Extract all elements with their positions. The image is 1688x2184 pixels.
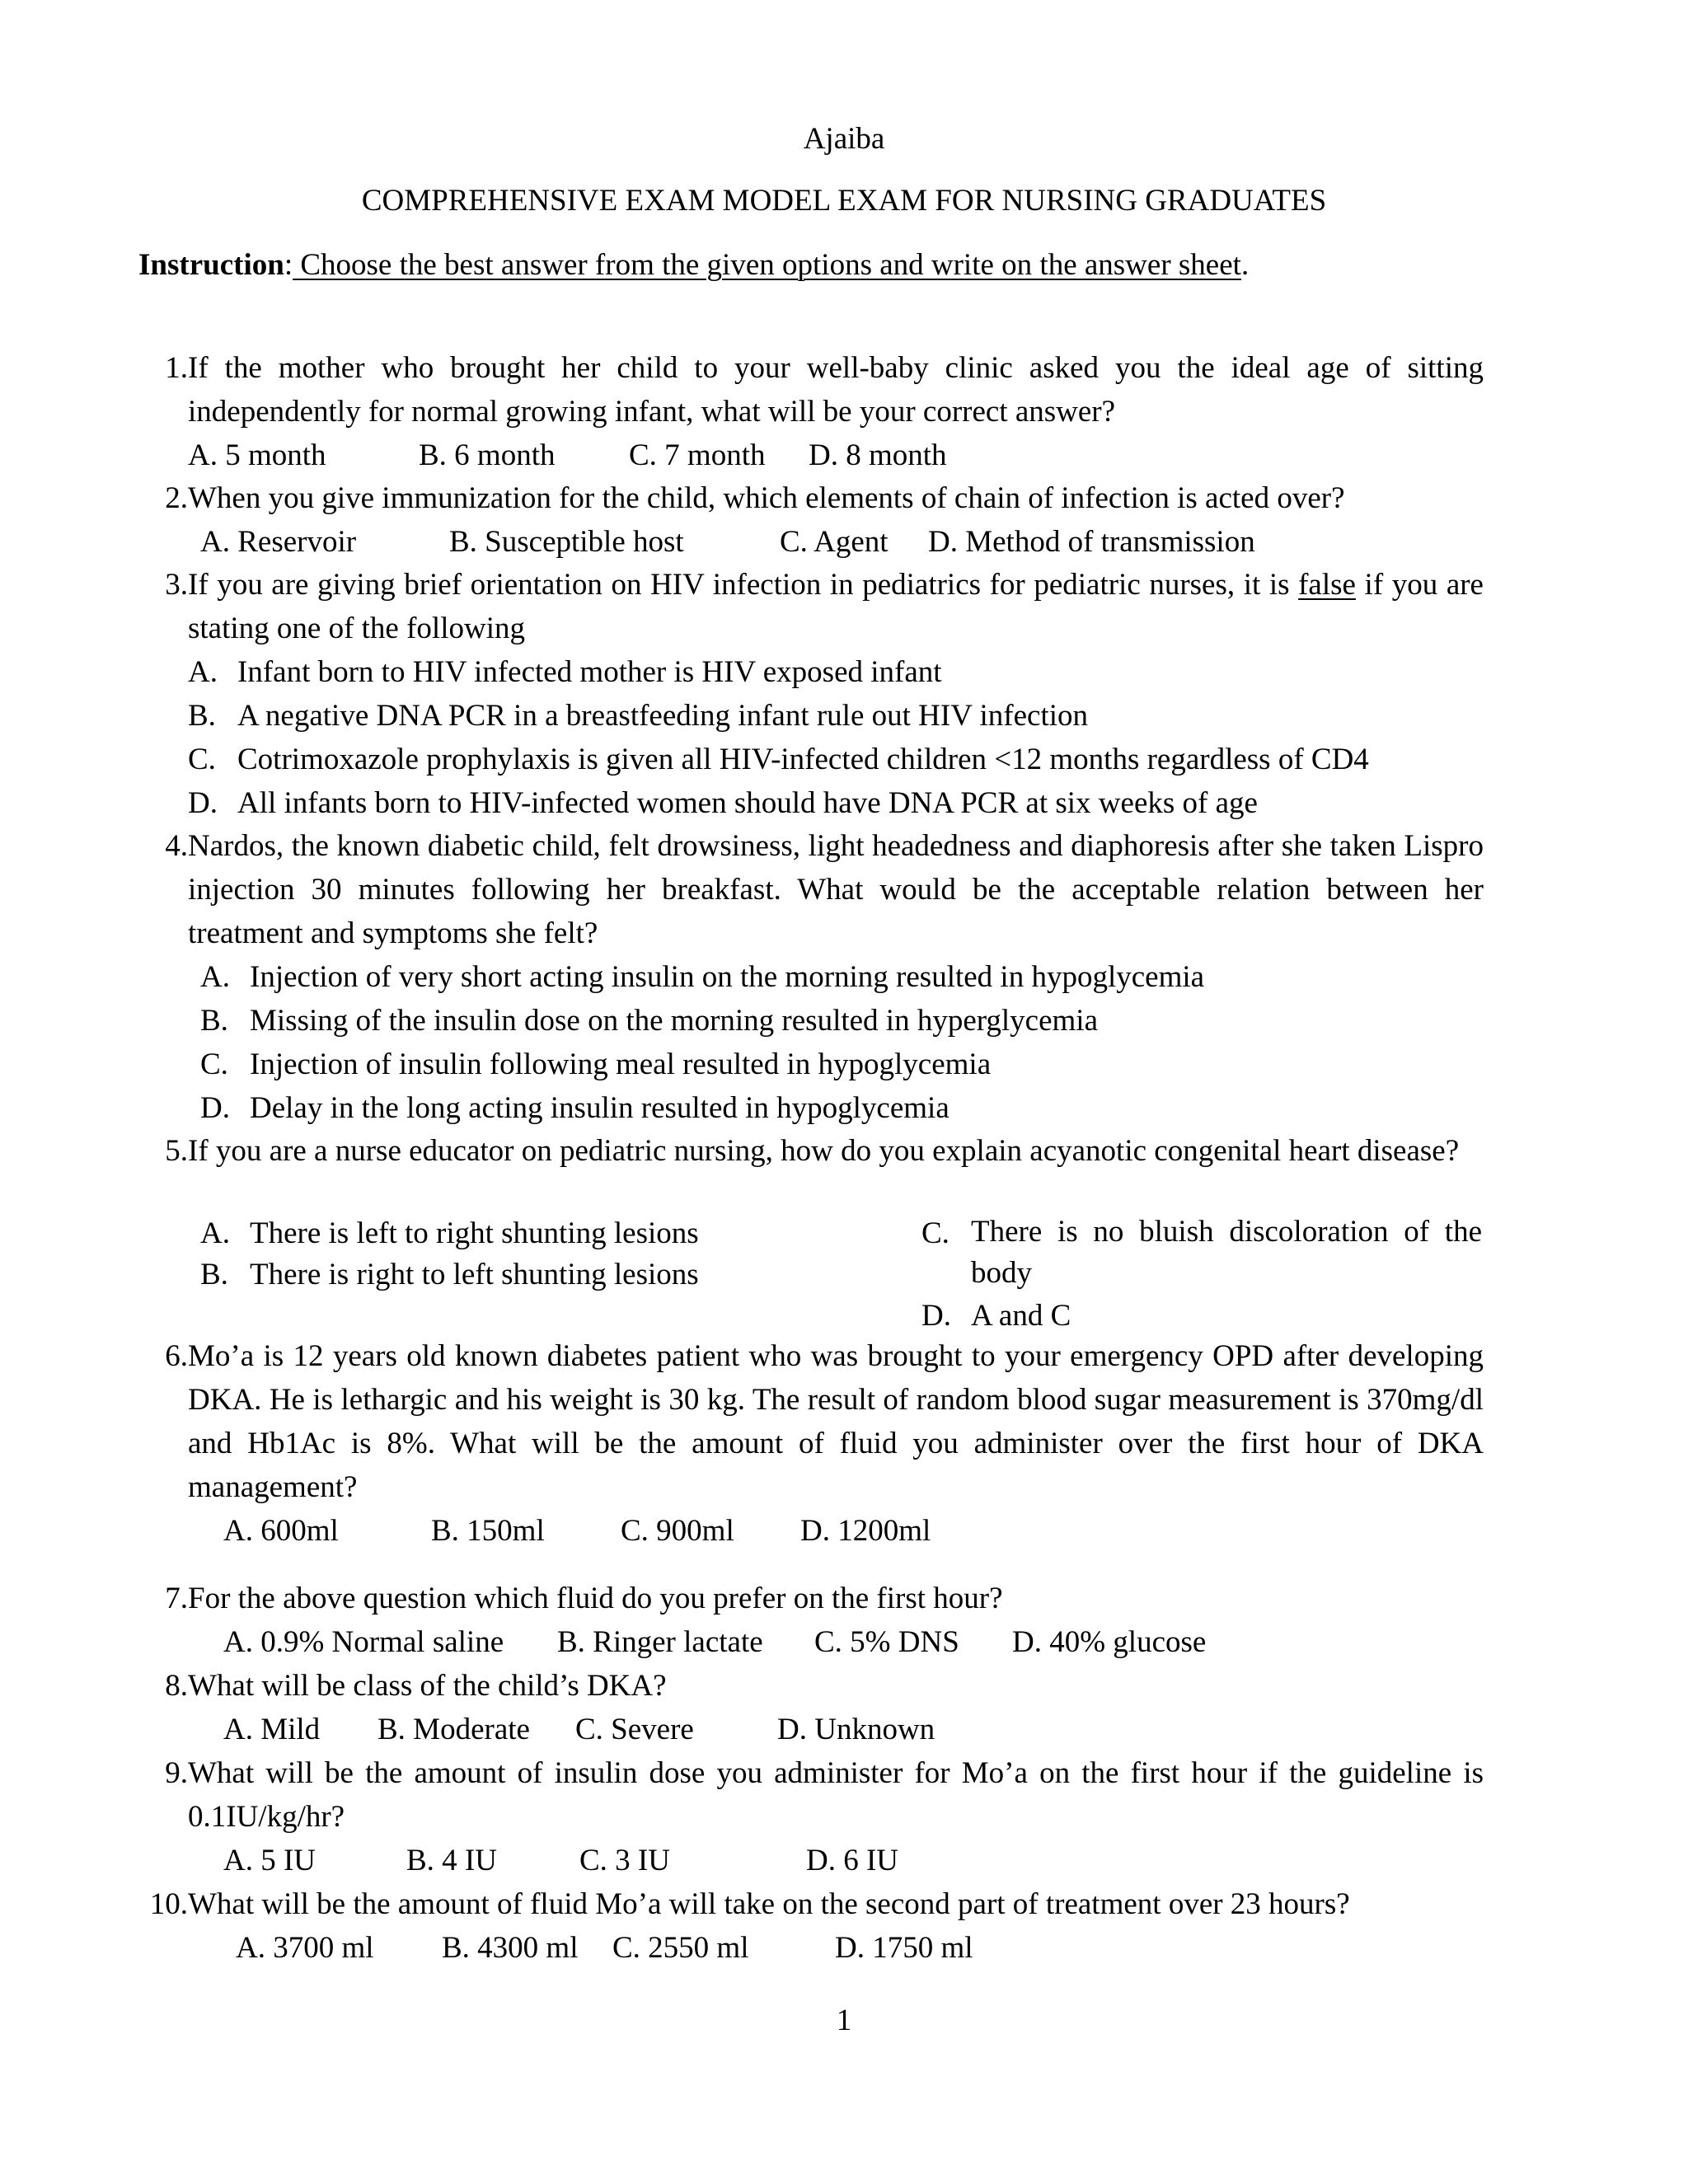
option-b: B. 150ml	[431, 1514, 545, 1548]
option-b: B. Susceptible host	[449, 525, 684, 559]
question-text-before: If you are giving brief orientation on HIV infection in pediatrics for pediatric nurses, it is	[188, 568, 1299, 602]
question-text: What will be the amount of fluid Mo’a will take on the second part of treatment over 23 hours?	[188, 1887, 1350, 1921]
option-d: D. Unknown	[777, 1713, 935, 1746]
option-label: B.	[200, 1258, 228, 1291]
option-c: C. 2550 ml	[612, 1931, 749, 1965]
option-a: A. Mild	[223, 1713, 321, 1746]
option-a: A. 600ml	[223, 1514, 339, 1548]
question-number: 2.	[165, 481, 188, 515]
instruction-colon: :	[284, 248, 293, 282]
option-label: C.	[188, 743, 216, 776]
question-text: If you are a nurse educator on pediatric nursing, how do you explain acyanotic congenital heart disease?	[188, 1134, 1460, 1168]
option-text: There is left to right shunting lesions	[250, 1216, 699, 1250]
exam-title: COMPREHENSIVE EXAM MODEL EXAM FOR NURSING GRADUATES	[361, 184, 1327, 218]
option-c: C. Agent	[780, 525, 889, 559]
option-a: A. 5 IU	[223, 1844, 316, 1877]
option-b: B. 6 month	[419, 438, 556, 472]
question-number: 5.	[165, 1134, 188, 1168]
option-b: B. 4 IU	[406, 1844, 497, 1877]
option-d: D. 1200ml	[800, 1514, 931, 1548]
option-c: C. 900ml	[621, 1514, 734, 1548]
question-text-after: if you are stating one of the following	[188, 568, 1484, 645]
question-text-underlined: false	[1298, 568, 1356, 602]
option-d: D. 6 IU	[806, 1844, 899, 1877]
instruction	[138, 243, 1556, 287]
question-number: 1.	[165, 351, 188, 385]
question-text: For the above question which fluid do you prefer on the first hour?	[188, 1582, 1003, 1615]
option-a: A. 0.9% Normal saline	[223, 1625, 504, 1659]
option-text: Injection of very short acting insulin on the morning resulted in hypoglycemia	[250, 960, 1205, 994]
option-d: D. Method of transmission	[928, 525, 1255, 559]
option-d: D. 1750 ml	[835, 1931, 973, 1965]
option-b: B. 4300 ml	[442, 1931, 579, 1965]
question-text: Mo’a is 12 years old known diabetes patient who was brought to your emergency OPD after developing DKA. He is lethargic and his weight is 30 kg. The result of random blood sugar measurement is 370mg/dl and Hb1Ac is 8%. What will be the amount of fluid you administer over the first hour of DKA management?	[188, 1339, 1484, 1504]
option-label: D.	[921, 1299, 951, 1333]
instruction-end: .	[1240, 248, 1250, 282]
option-d: D. 8 month	[809, 438, 947, 472]
option-text: Missing of the insulin dose on the morning resulted in hyperglycemia	[250, 1004, 1099, 1038]
option-text: A and C	[971, 1299, 1071, 1333]
question-text: If the mother who brought her child to your well-baby clinic asked you the ideal age of sitting independently for normal growing infant, what will be your correct answer?	[188, 351, 1484, 429]
option-a: A. 3700 ml	[236, 1931, 374, 1965]
question-number: 4.	[165, 829, 188, 863]
question-number: 9.	[165, 1756, 188, 1790]
question-text: What will be the amount of insulin dose you administer for Mo’a on the first hour if the guideline is 0.1IU/kg/hr?	[188, 1756, 1484, 1834]
question-number: 10.	[149, 1887, 188, 1921]
option-text: Infant born to HIV infected mother is HIV exposed infant	[237, 655, 942, 689]
option-d: D. 40% glucose	[1012, 1625, 1207, 1659]
option-text: Delay in the long acting insulin resulted in hypoglycemia	[250, 1091, 950, 1125]
option-text: All infants born to HIV-infected women should have DNA PCR at six weeks of age	[237, 786, 1258, 820]
question-number: 7.	[165, 1582, 188, 1615]
school-name: Ajaiba	[803, 122, 885, 156]
instruction-label: Instruction	[138, 248, 284, 282]
option-c: C. Severe	[575, 1713, 694, 1746]
option-c: C. 5% DNS	[814, 1625, 959, 1659]
option-text: There is right to left shunting lesions	[250, 1258, 699, 1291]
option-a: A. 5 month	[188, 438, 326, 472]
option-text: A negative DNA PCR in a breastfeeding infant rule out HIV infection	[237, 699, 1089, 733]
option-label: B.	[188, 699, 216, 733]
option-text: Cotrimoxazole prophylaxis is given all HIV-infected children <12 months regardless of CD4	[237, 743, 1369, 776]
instruction-text: Choose the best answer from the given options and write on the answer sheet	[293, 248, 1241, 282]
question-number: 8.	[165, 1669, 188, 1703]
option-label: B.	[200, 1004, 228, 1038]
option-text: Injection of insulin following meal resulted in hypoglycemia	[250, 1047, 992, 1081]
option-label: C.	[200, 1047, 228, 1081]
question-text: When you give immunization for the child, which elements of chain of infection is acted over?	[188, 481, 1345, 515]
option-label: D.	[200, 1091, 230, 1125]
option-label: A.	[200, 1216, 230, 1250]
option-label: A.	[188, 655, 218, 689]
question-text	[188, 563, 1484, 650]
option-b: B. Ringer lactate	[557, 1625, 763, 1659]
option-b: B. Moderate	[377, 1713, 530, 1746]
question-number: 3.	[165, 568, 188, 602]
option-text: There is no bluish discoloration of the body	[971, 1215, 1482, 1290]
question-text: What will be class of the child’s DKA?	[188, 1669, 667, 1703]
option-label: D.	[188, 786, 218, 820]
question-number: 6.	[165, 1339, 188, 1373]
option-c: C. 3 IU	[579, 1844, 670, 1877]
question-text: Nardos, the known diabetic child, felt drowsiness, light headedness and diaphoresis after she taken Lispro injection 30 minutes following her breakfast. What would be the acceptable relation between her treatment and symptoms she felt?	[188, 829, 1484, 950]
option-label: C.	[921, 1216, 950, 1250]
option-c: C. 7 month	[629, 438, 766, 472]
option-label: A.	[200, 960, 230, 994]
option-a: A. Reservoir	[200, 525, 357, 559]
page-number: 1	[836, 2004, 852, 2037]
